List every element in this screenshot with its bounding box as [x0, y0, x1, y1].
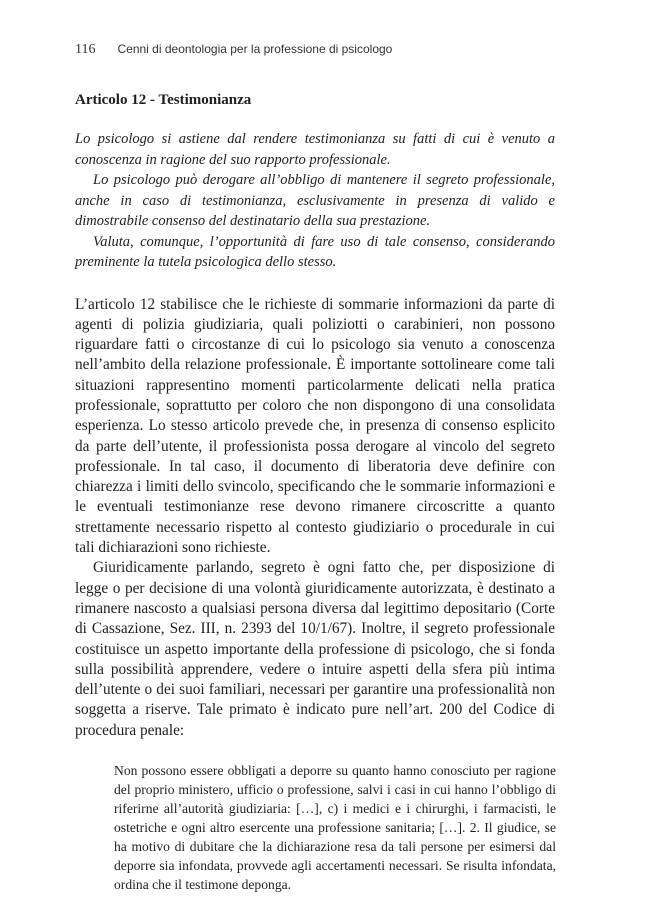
- running-title: Cenni di deontologia per la professione di psicologo: [117, 42, 393, 56]
- block-quote: Non possono essere obbligati a deporre su quanto hanno conosciuto per ragione del proprio ministero, ufficio o professione, salvi i casi in cui hanno l’obbligo di riferirne all’autorità giudiziaria: […], c) i medici e i chirurghi, i farmacisti, le ostetriche e ogni altro esercente una professione sanitaria; […]. 2. Il giudice, se ha motivo di dubitare che la dichiarazione resa da tali persone per esimersi dal deporre sia infondata, provvede agli accertamenti necessari. Se risulta infondata, ordina che il testimone deponga.: [114, 763, 556, 893]
- running-header: [75, 42, 555, 58]
- commentary-paragraph-2: Giuridicamente parlando, segreto è ogni fatto che, per disposizione di legge o per decisione di una volontà giuridicamente autorizzata, è destinato a rimanere nascosto a qualsiasi persona diversa dal legittimo depositario (Corte di Cassazione, Sez. III, n. 2393 del 10/1/67). Inoltre, il segreto professionale costituisce un aspetto importante della professione di psicologo, che si fonda sulla possibilità apprendere, vedere o intuire aspetti della sfera più intima dell’utente o dei suoi familiari, necessari per garantire una professionalità non soggetta a riserve. Tale primato è indicato pure nell’art. 200 del Codice di procedura penale:: [75, 559, 555, 739]
- code-paragraph-1: Lo psicologo si astiene dal rendere testimonianza su fatti di cui è venuto a conoscenza in ragione del suo rapporto professionale.: [75, 131, 555, 168]
- page-content: [75, 92, 555, 894]
- section-gap: [75, 273, 555, 295]
- commentary-paragraph-1: L’articolo 12 stabilisce che le richieste di sommarie informazioni da parte di agenti di polizia giudiziaria, quali poliziotti o carabinieri, non possono riguardare fatti o circostanze di cui lo psicologo sia venuto a conoscenza nell’ambito della relazione professionale. È importante sottolineare come tali situazioni rappresentino momenti particolarmente delicati nella pratica professionale, soprattutto per coloro che non dispongono di una consolidata esperienza. Lo stesso articolo prevede che, in presenza di consenso esplicito da parte dell’utente, il professionista possa derogare al vincolo del segreto professionale. In tal caso, il documento di liberatoria deve definire con chiarezza i limiti dello svincolo, specificando che le sommarie informazioni e le eventuali testimonianze rese devono rimanere circoscritte a quanto strettamente necessario rispetto al contesto giudiziario o procedurale in cui tali dichiarazioni sono richieste.: [75, 295, 555, 557]
- code-paragraph-2: Lo psicologo può derogare all’obbligo di mantenere il segreto professionale, anche in caso di testimonianza, esclusivamente in presenza di valido e dimostrabile consenso del destinatario della sua prestazione.: [75, 172, 555, 229]
- page-number: 116: [75, 42, 96, 57]
- article-heading: Articolo 12 - Testimonianza: [75, 92, 252, 108]
- code-paragraph-3: Valuta, comunque, l’opportunità di fare uso di tale consenso, considerando preminente la tutela psicologica dello stesso.: [75, 233, 555, 270]
